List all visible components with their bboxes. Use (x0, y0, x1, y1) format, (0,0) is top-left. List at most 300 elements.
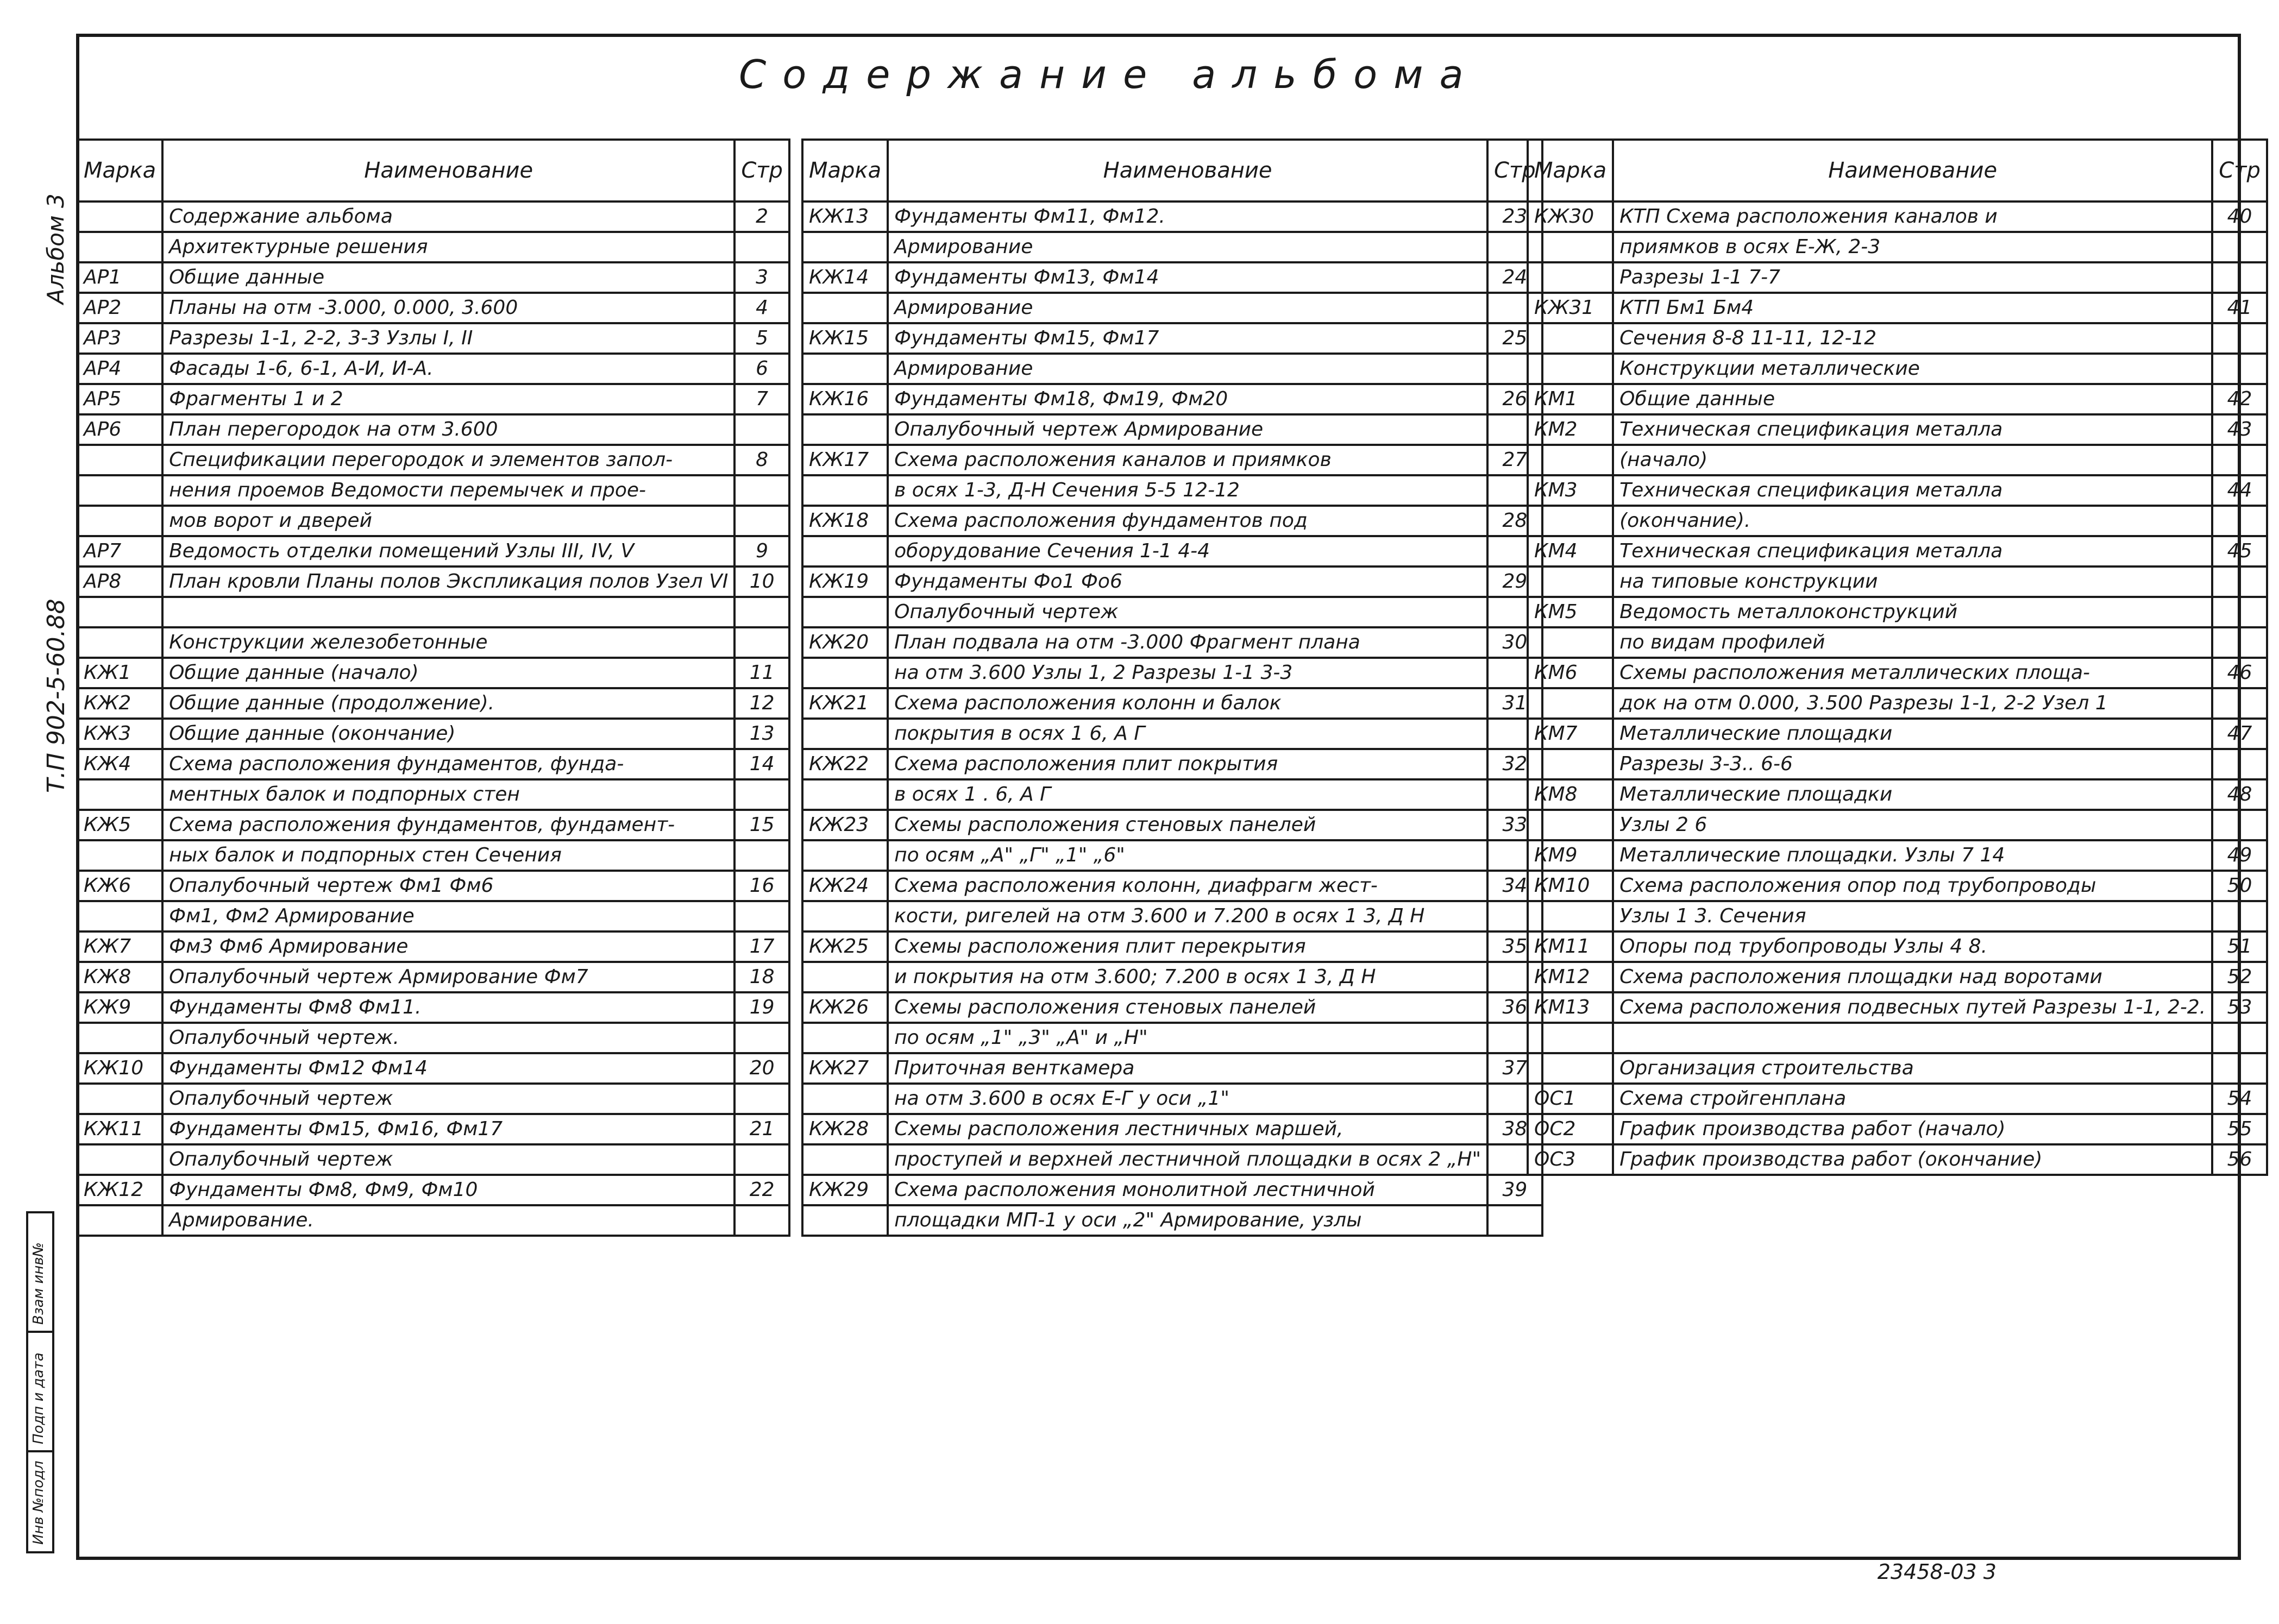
row-name: Сечения 8-8 11-11, 12-12 (1613, 323, 2212, 354)
row-name: ментных балок и подпорных стен (162, 779, 734, 810)
row-page: 14 (734, 749, 789, 779)
row-mark (1528, 901, 1613, 931)
row-name: док на отм 0.000, 3.500 Разрезы 1-1, 2-2 Узел 1 (1613, 688, 2212, 719)
row-mark: КМ13 (1528, 992, 1613, 1023)
row-name: Армирование. (162, 1205, 734, 1236)
column-header-mark: Марка (802, 140, 888, 202)
side-label-project: Т.П 902-5-60.88 (42, 599, 70, 793)
table-row (802, 719, 1542, 749)
row-page (734, 1205, 789, 1236)
row-mark: КМ4 (1528, 536, 1613, 566)
row-mark: КЖ5 (77, 810, 162, 840)
row-name: Схема расположения колонн и балок (888, 688, 1487, 719)
row-name: Конструкции железобетонные (162, 627, 734, 658)
header-row (1528, 140, 2267, 202)
row-name: Схемы расположения стеновых панелей (888, 810, 1487, 840)
row-name: Спецификации перегородок и элементов запол- (162, 445, 734, 475)
row-mark (802, 414, 888, 445)
row-page: 34 (1487, 871, 1542, 901)
row-mark: КЖ13 (802, 202, 888, 232)
table-row (77, 658, 789, 688)
row-page (2212, 232, 2267, 262)
row-mark: КЖ12 (77, 1175, 162, 1205)
row-mark (802, 536, 888, 566)
table-row (1528, 354, 2267, 384)
row-mark (1528, 688, 1613, 719)
row-mark: КЖ23 (802, 810, 888, 840)
row-name: Приточная венткамера (888, 1053, 1487, 1084)
table-row (1528, 931, 2267, 962)
row-page: 47 (2212, 719, 2267, 749)
row-name: нения проемов Ведомости перемычек и прое- (162, 475, 734, 506)
row-page (734, 1144, 789, 1175)
row-name: План перегородок на отм 3.600 (162, 414, 734, 445)
row-mark: КМ1 (1528, 384, 1613, 414)
row-mark: АР8 (77, 566, 162, 597)
table-row (1528, 1114, 2267, 1144)
row-mark (802, 1205, 888, 1236)
table-row (77, 354, 789, 384)
table-row (802, 962, 1542, 992)
table-row (802, 1175, 1542, 1205)
row-mark (77, 1144, 162, 1175)
table-row (802, 779, 1542, 810)
stamp-label: Инв №подл (30, 1461, 47, 1545)
row-page (734, 232, 789, 262)
row-mark: КЖ10 (77, 1053, 162, 1084)
row-name: (окончание). (1613, 506, 2212, 536)
row-mark: КЖ29 (802, 1175, 888, 1205)
row-page: 20 (734, 1053, 789, 1084)
row-name: Схема расположения фундаментов под (888, 506, 1487, 536)
row-page: 6 (734, 354, 789, 384)
table-row (1528, 232, 2267, 262)
row-name: Схема расположения плит покрытия (888, 749, 1487, 779)
row-name: Фундаменты Фм13, Фм14 (888, 262, 1487, 293)
row-name: КТП Схема расположения каналов и (1613, 202, 2212, 232)
row-page: 11 (734, 658, 789, 688)
row-name: по осям „А" „Г" „1" „6" (888, 840, 1487, 871)
table-row (1528, 597, 2267, 627)
row-mark: ОС2 (1528, 1114, 1613, 1144)
table-row (1528, 901, 2267, 931)
table-row (802, 901, 1542, 931)
row-page (734, 840, 789, 871)
table-row (77, 1084, 789, 1114)
row-page (734, 1084, 789, 1114)
table-row (1528, 962, 2267, 992)
row-mark: КЖ22 (802, 749, 888, 779)
row-name: проступей и верхней лестничной площадки в осях 2 „Н" (888, 1144, 1487, 1175)
row-name: Схема расположения фундаментов, фунда- (162, 749, 734, 779)
row-name: Схема расположения площадки над воротами (1613, 962, 2212, 992)
row-name: Схемы расположения стеновых панелей (888, 992, 1487, 1023)
row-page: 13 (734, 719, 789, 749)
row-mark (1528, 810, 1613, 840)
table-row (1528, 779, 2267, 810)
row-page (1487, 1205, 1542, 1236)
row-page: 56 (2212, 1144, 2267, 1175)
row-mark: КЖ19 (802, 566, 888, 597)
column-header-page: Стр (2212, 140, 2267, 202)
table-row (1528, 445, 2267, 475)
row-name: в осях 1 . 6, А Г (888, 779, 1487, 810)
table-row (77, 749, 789, 779)
row-page (2212, 354, 2267, 384)
table-row (802, 1023, 1542, 1053)
row-name: кости, ригелей на отм 3.600 и 7.200 в осях 1 3, Д Н (888, 901, 1487, 931)
row-page: 8 (734, 445, 789, 475)
row-mark (77, 445, 162, 475)
row-mark (77, 232, 162, 262)
row-page (734, 1023, 789, 1053)
row-name: Схемы расположения плит перекрытия (888, 931, 1487, 962)
row-mark: АР6 (77, 414, 162, 445)
row-mark (802, 1084, 888, 1114)
table-row (802, 658, 1542, 688)
row-name: и покрытия на отм 3.600; 7.200 в осях 1 3, Д Н (888, 962, 1487, 992)
row-name: Схема расположения фундаментов, фундамент- (162, 810, 734, 840)
row-name: Конструкции металлические (1613, 354, 2212, 384)
row-mark (1528, 506, 1613, 536)
row-name: Опалубочный чертеж. (162, 1023, 734, 1053)
page-title: Содержание альбома (739, 52, 1480, 97)
table-row (802, 354, 1542, 384)
approval-stamp (26, 1211, 54, 1553)
row-mark (77, 1023, 162, 1053)
table-row (1528, 871, 2267, 901)
table-row (1528, 658, 2267, 688)
row-name: Общие данные (начало) (162, 658, 734, 688)
row-name: Опалубочный чертеж (162, 1084, 734, 1114)
row-page (2212, 1023, 2267, 1053)
row-mark (77, 901, 162, 931)
row-mark: АР5 (77, 384, 162, 414)
table-row (77, 1175, 789, 1205)
row-mark: АР3 (77, 323, 162, 354)
row-name: по осям „1" „3" „А" и „Н" (888, 1023, 1487, 1053)
table-row (77, 962, 789, 992)
table-row (1528, 719, 2267, 749)
row-page: 22 (734, 1175, 789, 1205)
row-page (2212, 323, 2267, 354)
row-mark: КЖ8 (77, 962, 162, 992)
row-mark: КМ2 (1528, 414, 1613, 445)
row-name: Архитектурные решения (162, 232, 734, 262)
row-mark (802, 232, 888, 262)
table-row (77, 719, 789, 749)
row-page (2212, 901, 2267, 931)
row-page: 40 (2212, 202, 2267, 232)
table-row (802, 810, 1542, 840)
row-page: 37 (1487, 1053, 1542, 1084)
row-page: 12 (734, 688, 789, 719)
table-row (77, 1205, 789, 1236)
row-page: 43 (2212, 414, 2267, 445)
row-page: 21 (734, 1114, 789, 1144)
row-name: Опалубочный чертеж Армирование Фм7 (162, 962, 734, 992)
row-name: Организация строительства (1613, 1053, 2212, 1084)
row-mark (1528, 354, 1613, 384)
table-row (77, 1114, 789, 1144)
table-row (802, 506, 1542, 536)
row-name: Разрезы 1-1 7-7 (1613, 262, 2212, 293)
row-mark (802, 475, 888, 506)
row-name: Узлы 1 3. Сечения (1613, 901, 2212, 931)
column-header-name: Наименование (162, 140, 734, 202)
row-page (2212, 810, 2267, 840)
row-mark: АР2 (77, 293, 162, 323)
row-mark: ОС1 (1528, 1084, 1613, 1114)
row-mark: КЖ28 (802, 1114, 888, 1144)
row-name: Схемы расположения металлических площа- (1613, 658, 2212, 688)
row-mark: ОС3 (1528, 1144, 1613, 1175)
row-page (734, 475, 789, 506)
row-name: Общие данные (продолжение). (162, 688, 734, 719)
row-name: Фундаменты Фм15, Фм16, Фм17 (162, 1114, 734, 1144)
table-row (77, 597, 789, 627)
row-name: КТП Бм1 Бм4 (1613, 293, 2212, 323)
stamp-label: Подп и дата (30, 1352, 47, 1444)
row-page: 51 (2212, 931, 2267, 962)
row-name: Опалубочный чертеж Фм1 Фм6 (162, 871, 734, 901)
row-page: 10 (734, 566, 789, 597)
table-row (1528, 1023, 2267, 1053)
row-name: Опалубочный чертеж (162, 1144, 734, 1175)
row-mark: АР1 (77, 262, 162, 293)
row-mark: КМ3 (1528, 475, 1613, 506)
row-page: 55 (2212, 1114, 2267, 1144)
row-mark: КЖ3 (77, 719, 162, 749)
row-mark: КЖ31 (1528, 293, 1613, 323)
row-page: 42 (2212, 384, 2267, 414)
column-header-page: Стр (734, 140, 789, 202)
row-mark: КЖ1 (77, 658, 162, 688)
row-name: Фундаменты Фм15, Фм17 (888, 323, 1487, 354)
row-mark: КМ7 (1528, 719, 1613, 749)
row-page: 45 (2212, 536, 2267, 566)
row-page: 24 (1487, 262, 1542, 293)
table-row (77, 536, 789, 566)
row-mark (77, 1084, 162, 1114)
row-page (2212, 506, 2267, 536)
row-page (734, 414, 789, 445)
row-mark (802, 962, 888, 992)
table-row (1528, 566, 2267, 597)
table-row (1528, 202, 2267, 232)
row-mark (77, 840, 162, 871)
table-row (77, 445, 789, 475)
table-row (77, 475, 789, 506)
row-name: Металлические площадки (1613, 779, 2212, 810)
table-row (1528, 992, 2267, 1023)
row-page: 16 (734, 871, 789, 901)
row-page: 30 (1487, 627, 1542, 658)
row-name: Ведомость металлоконструкций (1613, 597, 2212, 627)
row-page: 35 (1487, 931, 1542, 962)
row-name: площадки МП-1 у оси „2" Армирование, узлы (888, 1205, 1487, 1236)
row-mark: КЖ25 (802, 931, 888, 962)
row-mark: КЖ9 (77, 992, 162, 1023)
row-page: 31 (1487, 688, 1542, 719)
row-page: 48 (2212, 779, 2267, 810)
table-row (77, 992, 789, 1023)
table-row (1528, 414, 2267, 445)
row-mark: КМ12 (1528, 962, 1613, 992)
table-row (77, 414, 789, 445)
table-row (802, 1053, 1542, 1084)
row-name: Разрезы 3-3.. 6-6 (1613, 749, 2212, 779)
table-row (1528, 475, 2267, 506)
row-page: 27 (1487, 445, 1542, 475)
row-mark (802, 1023, 888, 1053)
row-mark (77, 627, 162, 658)
row-mark: КЖ11 (77, 1114, 162, 1144)
side-label-album: Альбом 3 (42, 193, 69, 304)
row-mark: КЖ4 (77, 749, 162, 779)
row-name: План кровли Планы полов Экспликация полов Узел VI (162, 566, 734, 597)
row-name: мов ворот и дверей (162, 506, 734, 536)
table-row (802, 1114, 1542, 1144)
table-row (802, 293, 1542, 323)
row-name: Техническая спецификация металла (1613, 536, 2212, 566)
row-page: 23 (1487, 202, 1542, 232)
contents-table-3 (1527, 139, 2268, 1176)
table-row (802, 475, 1542, 506)
row-name: Фундаменты Фм8, Фм9, Фм10 (162, 1175, 734, 1205)
row-page: 9 (734, 536, 789, 566)
header-row (77, 140, 789, 202)
row-mark (1528, 232, 1613, 262)
row-mark: КЖ20 (802, 627, 888, 658)
row-name: Опалубочный чертеж Армирование (888, 414, 1487, 445)
row-name: Армирование (888, 232, 1487, 262)
row-name: Общие данные (162, 262, 734, 293)
row-name: на отм 3.600 в осях Е-Г у оси „1" (888, 1084, 1487, 1114)
table-row (77, 627, 789, 658)
table-row (77, 1144, 789, 1175)
row-page (734, 506, 789, 536)
table-row (802, 931, 1542, 962)
row-mark: КЖ2 (77, 688, 162, 719)
table-row (77, 871, 789, 901)
row-name: Схема расположения подвесных путей Разрезы 1-1, 2-2. (1613, 992, 2212, 1023)
row-page (2212, 597, 2267, 627)
row-page (734, 901, 789, 931)
row-mark: КЖ26 (802, 992, 888, 1023)
row-name: Опалубочный чертеж (888, 597, 1487, 627)
row-name: на отм 3.600 Узлы 1, 2 Разрезы 1-1 3-3 (888, 658, 1487, 688)
row-mark: КЖ15 (802, 323, 888, 354)
row-mark (77, 597, 162, 627)
row-name: План подвала на отм -3.000 Фрагмент плана (888, 627, 1487, 658)
row-page: 19 (734, 992, 789, 1023)
table-row (77, 323, 789, 354)
row-mark: КЖ18 (802, 506, 888, 536)
row-mark (1528, 323, 1613, 354)
table-row (802, 536, 1542, 566)
table-row (1528, 627, 2267, 658)
row-mark (1528, 566, 1613, 597)
row-page (2212, 262, 2267, 293)
table-row (77, 202, 789, 232)
row-page (2212, 688, 2267, 719)
contents-table-2 (801, 139, 1543, 1237)
sheet-number: 23458-03 3 (1877, 1560, 1997, 1584)
row-page: 29 (1487, 566, 1542, 597)
row-page: 17 (734, 931, 789, 962)
row-name: Схема расположения монолитной лестничной (888, 1175, 1487, 1205)
row-mark (77, 779, 162, 810)
row-name: Узлы 2 6 (1613, 810, 2212, 840)
table-row (802, 749, 1542, 779)
row-mark (1528, 1023, 1613, 1053)
row-mark (802, 840, 888, 871)
row-mark: АР4 (77, 354, 162, 384)
row-name: Армирование (888, 293, 1487, 323)
table-row (77, 566, 789, 597)
row-name: Фрагменты 1 и 2 (162, 384, 734, 414)
row-page (2212, 566, 2267, 597)
table-row (1528, 1084, 2267, 1114)
column-header-name: Наименование (1613, 140, 2212, 202)
row-mark: КМ5 (1528, 597, 1613, 627)
row-mark (802, 901, 888, 931)
column-header-name: Наименование (888, 140, 1487, 202)
row-mark: АР7 (77, 536, 162, 566)
row-page: 26 (1487, 384, 1542, 414)
table-row (802, 1084, 1542, 1114)
table-row (77, 810, 789, 840)
table-row (1528, 323, 2267, 354)
row-page (734, 779, 789, 810)
row-page: 4 (734, 293, 789, 323)
table-row (802, 1205, 1542, 1236)
table-row (1528, 1144, 2267, 1175)
row-name: Схема расположения каналов и приямков (888, 445, 1487, 475)
row-page: 38 (1487, 1114, 1542, 1144)
row-name: Общие данные (1613, 384, 2212, 414)
row-name: График производства работ (окончание) (1613, 1144, 2212, 1175)
row-name: Техническая спецификация металла (1613, 414, 2212, 445)
row-name: Фм3 Фм6 Армирование (162, 931, 734, 962)
row-mark: КЖ30 (1528, 202, 1613, 232)
row-name: Ведомость отделки помещений Узлы III, IV, V (162, 536, 734, 566)
row-page: 15 (734, 810, 789, 840)
row-mark (77, 1205, 162, 1236)
row-mark (802, 719, 888, 749)
column-header-mark: Марка (1528, 140, 1613, 202)
row-page (2212, 445, 2267, 475)
row-page: 7 (734, 384, 789, 414)
table-row (77, 1023, 789, 1053)
row-page: 25 (1487, 323, 1542, 354)
table-row (802, 688, 1542, 719)
row-page: 50 (2212, 871, 2267, 901)
row-page: 28 (1487, 506, 1542, 536)
row-mark (1528, 1053, 1613, 1084)
row-name: оборудование Сечения 1-1 4-4 (888, 536, 1487, 566)
row-name: Схема расположения опор под трубопроводы (1613, 871, 2212, 901)
row-name: Опоры под трубопроводы Узлы 4 8. (1613, 931, 2212, 962)
header-row (802, 140, 1542, 202)
table-row (802, 627, 1542, 658)
table-row (802, 566, 1542, 597)
row-mark: КЖ24 (802, 871, 888, 901)
row-name: покрытия в осях 1 6, А Г (888, 719, 1487, 749)
row-mark (802, 1144, 888, 1175)
row-name: ных балок и подпорных стен Сечения (162, 840, 734, 871)
